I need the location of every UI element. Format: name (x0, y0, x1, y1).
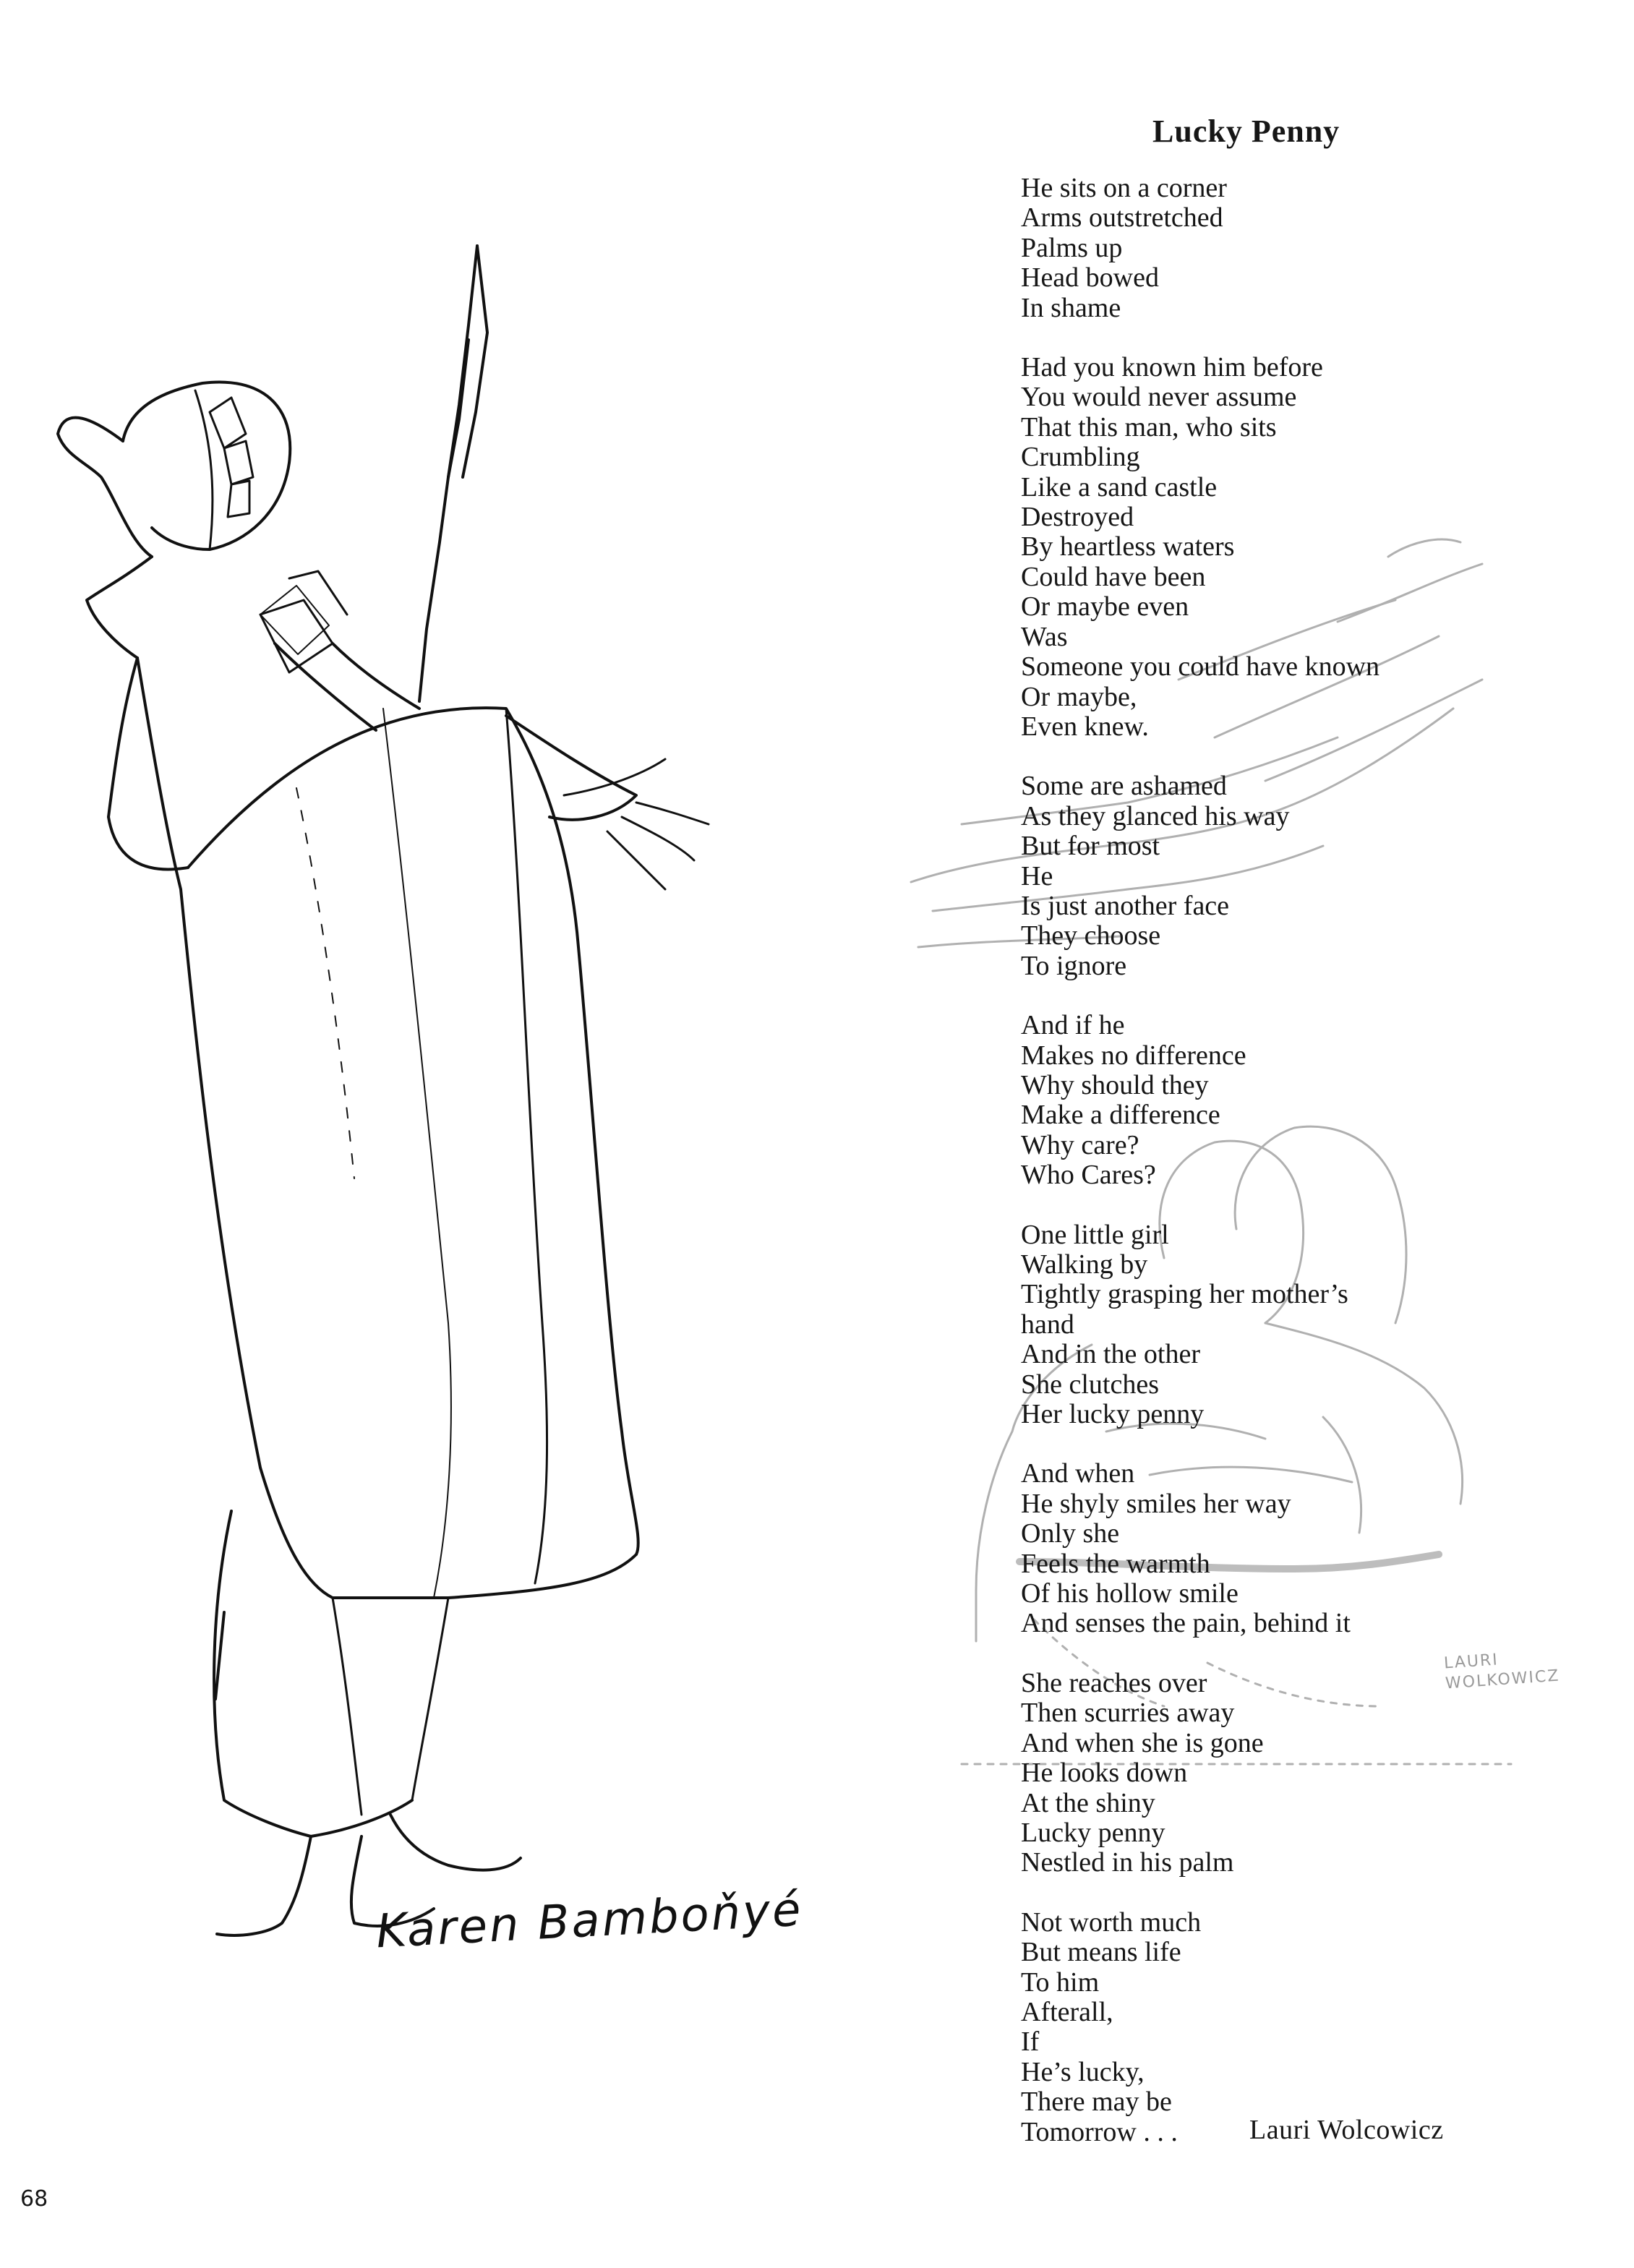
poem-line: Of his hollow smile (1021, 1578, 1239, 1609)
poem-line: Arms outstretched (1021, 202, 1223, 234)
poem-line: Make a difference (1021, 1100, 1220, 1131)
poem-line: Some are ashamed (1021, 771, 1227, 802)
poem-line: And in the other (1021, 1339, 1201, 1370)
sketch-signature-line-2: WOLKOWICZ (1445, 1666, 1561, 1693)
poem-line: In shame (1021, 292, 1121, 323)
poem-line: Palms up (1021, 232, 1123, 263)
poem-line: Then scurries away (1021, 1698, 1235, 1729)
poem-stanza (1021, 1669, 1570, 1878)
poem-stanza (1021, 1908, 1570, 2147)
poem-line: And if he (1021, 1010, 1125, 1041)
poem-line: Feels the warmth (1021, 1548, 1210, 1579)
poem-line: If (1021, 2027, 1040, 2058)
poem-line: Like a sand castle (1021, 471, 1218, 502)
poem-line: To him (1021, 1967, 1100, 1998)
poem-line: You would never assume (1021, 382, 1297, 413)
poem-line: Could have been (1021, 561, 1206, 592)
page-number: 68 (20, 2186, 48, 2212)
poem-line: Was (1021, 621, 1068, 652)
poem-stanza (1021, 353, 1570, 742)
poem-line: Had you known him before (1021, 352, 1323, 383)
poem-line: There may be (1021, 2087, 1172, 2118)
poem-stanza (1021, 174, 1570, 323)
poem-line: And when (1021, 1458, 1135, 1489)
poem-line: One little girl (1021, 1219, 1169, 1250)
poem-line: Someone you could have known (1021, 651, 1380, 682)
poem-author: Lauri Wolcowicz (1249, 2115, 1444, 2145)
poem-line: Why should they (1021, 1069, 1209, 1100)
poem-stanza (1021, 1459, 1570, 1638)
poem-line: Tightly grasping her mother’s (1021, 1279, 1348, 1310)
poem-line: At the shiny (1021, 1787, 1155, 1818)
poem-line: And senses the pain, behind it (1021, 1608, 1351, 1639)
poem-line: Walking by (1021, 1249, 1148, 1280)
poem-line: Is just another face (1021, 890, 1230, 921)
sketch-signature-line-1: LAURI (1443, 1651, 1500, 1673)
poem-body (1021, 174, 1570, 2177)
poem-line: Even knew. (1021, 711, 1149, 742)
poem-stanza (1021, 1220, 1570, 1430)
poem-line: They choose (1021, 920, 1161, 951)
poem-line: He shyly smiles her way (1021, 1488, 1291, 1519)
poem-line: As they glanced his way (1021, 800, 1290, 831)
poem-line: She reaches over (1021, 1667, 1207, 1698)
poem-line: Destroyed (1021, 502, 1134, 533)
poem-line: He sits on a corner (1021, 173, 1227, 203)
poem-line: Nestled in his palm (1021, 1847, 1234, 1878)
poem-line: Why care? (1021, 1129, 1139, 1160)
poem-line: She clutches (1021, 1369, 1160, 1400)
poem-stanza (1021, 1011, 1570, 1190)
poem-line: Her lucky penny (1021, 1399, 1205, 1430)
poem-line: hand (1021, 1309, 1074, 1340)
poem-line: He’s lucky, (1021, 2056, 1145, 2087)
poem-line: Or maybe even (1021, 591, 1189, 622)
poem-title: Lucky Penny (1152, 114, 1340, 149)
poem-line: Afterall, (1021, 1996, 1113, 2027)
poem-line: Or maybe, (1021, 681, 1137, 712)
poem-line: But means life (1021, 1937, 1181, 1968)
poem-line: Head bowed (1021, 262, 1159, 294)
poem-line: Only she (1021, 1518, 1120, 1549)
artist-signature: Karen Bamboňyé (375, 1883, 805, 1959)
poem-line: Crumbling (1021, 442, 1140, 473)
poem-line: Lucky penny (1021, 1817, 1165, 1848)
poem-line: Not worth much (1021, 1907, 1202, 1938)
robed-figure-with-spear-drawing (43, 239, 737, 1952)
poem-stanza (1021, 771, 1570, 981)
poem-line: Who Cares? (1021, 1160, 1156, 1191)
poem-line: Tomorrow . . . (1021, 2116, 1178, 2147)
poem-line: Makes no difference (1021, 1040, 1246, 1071)
poem-line: By heartless waters (1021, 531, 1235, 562)
poem-line: He (1021, 860, 1053, 891)
poem-line: That this man, who sits (1021, 411, 1277, 442)
poem-line: But for most (1021, 831, 1160, 862)
poem-line: To ignore (1021, 950, 1127, 981)
poem-line: He looks down (1021, 1758, 1188, 1789)
poem-line: And when she is gone (1021, 1727, 1264, 1758)
